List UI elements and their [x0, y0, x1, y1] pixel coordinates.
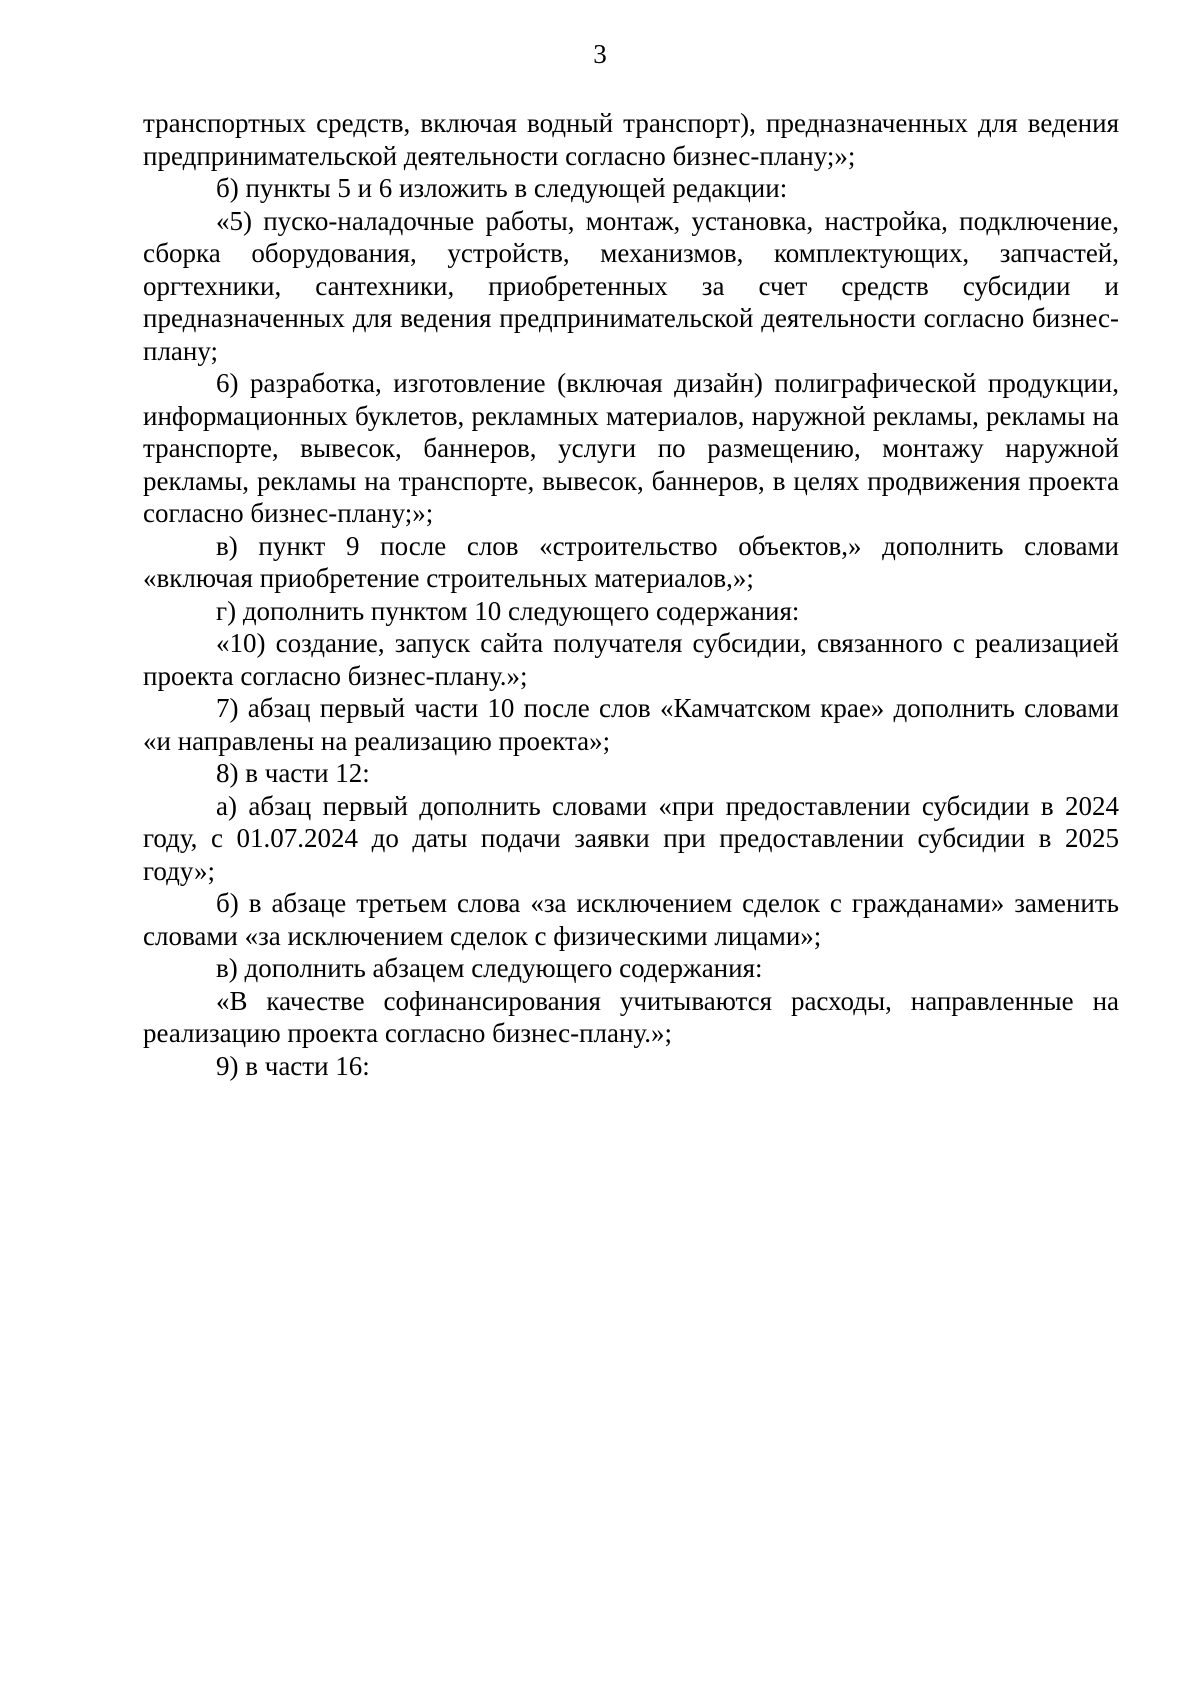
paragraph-continuation: транспортных средств, включая водный транспорт), предназначенных для ведения предпринимательской деятельности согласно бизнес-плану;»; [143, 108, 1119, 171]
paragraph: г) дополнить пунктом 10 следующего содержания: [216, 595, 800, 626]
paragraph: б) в абзаце третьем слова «за исключением сделок с гражданами» заменить словами «за исключением сделок с физическими лицами»; [143, 888, 1119, 951]
paragraph: а) абзац первый дополнить словами «при предоставлении субсидии в 2024 году, с 01.07.2024 до даты подачи заявки при предоставлении субсидии в 2025 году»; [143, 790, 1119, 886]
paragraph: 7) абзац первый части 10 после слов «Камчатском крае» дополнить словами «и направлены на реализацию проекта»; [143, 693, 1119, 756]
paragraph: б) пункты 5 и 6 изложить в следующей редакции: [216, 173, 788, 203]
document-body [143, 107, 1119, 1082]
paragraph: «10) создание, запуск сайта получателя субсидии, связанного с реализацией проекта согласно бизнес-плану.»; [143, 628, 1119, 691]
paragraph: в) дополнить абзацем следующего содержания: [216, 953, 763, 983]
paragraph: 9) в части 16: [216, 1050, 370, 1081]
paragraph: «5) пуско-наладочные работы, монтаж, установка, настройка, подключение, сборка оборудования, устройств, механизмов, комплектующих, запчастей, оргтехники, сантехники, приобретенных за счет средств субсидии и предназначенных для ведения предпринимательской деятельности согласно бизнес-плану; [143, 205, 1119, 366]
paragraph: «В качестве софинансирования учитываются расходы, направленные на реализацию проекта согласно бизнес-плану.»; [143, 985, 1119, 1048]
page-number: 3 [593, 39, 607, 69]
paragraph: 8) в части 12: [216, 758, 370, 788]
paragraph: в) пункт 9 после слов «строительство объектов,» дополнить словами «включая приобретение строительных материалов,»; [143, 530, 1119, 593]
paragraph: 6) разработка, изготовление (включая дизайн) полиграфической продукции, информационных буклетов, рекламных материалов, наружной рекламы, рекламы на транспорте, вывесок, баннеров, услуги по размещению, монтажу наружной рекламы, рекламы на транспорте, вывесок, баннеров, в целях продвижения проекта согласно бизнес-плану;»; [143, 368, 1119, 528]
